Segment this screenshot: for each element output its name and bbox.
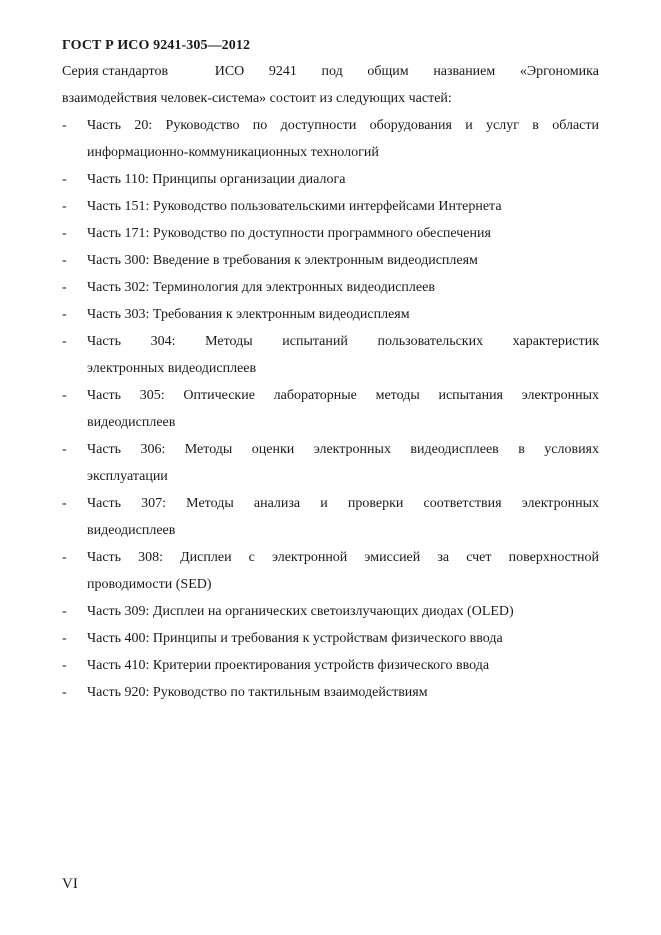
list-item-line-1: Часть 20: Руководство по доступности оборудования и услуг в области	[87, 118, 599, 133]
list-bullet-dash: -	[62, 334, 67, 349]
list-item-line-2: видеодисплеев	[87, 523, 176, 538]
intro-word: названием	[433, 64, 496, 79]
list-bullet-dash: -	[62, 118, 67, 133]
list-item-line-1: Часть 151: Руководство пользовательскими интерфейсами Интернета	[87, 199, 502, 214]
list-item-line-1: Часть 307: Методы анализа и проверки соответствия электронных	[87, 496, 599, 511]
list-item-line-1: Часть 410: Критерии проектирования устройств физического ввода	[87, 658, 490, 673]
list-item-line-1: Часть 920: Руководство по тактильным взаимодействиям	[87, 685, 428, 700]
list-bullet-dash: -	[62, 496, 67, 511]
list-item	[62, 247, 599, 274]
page-number: VI	[62, 876, 78, 892]
list-item-line-1: Часть 302: Терминология для электронных видеодисплеев	[87, 280, 435, 295]
list-item-line-1: Часть 308: Дисплеи с электронной эмиссией за счет поверхностной	[87, 550, 599, 565]
list-bullet-dash: -	[62, 604, 67, 619]
list-item	[62, 436, 599, 490]
list-item-line-1: Часть 305: Оптические лабораторные методы испытания электронных	[87, 388, 599, 403]
intro-word: общим	[367, 64, 409, 79]
list-bullet-dash: -	[62, 307, 67, 322]
list-item	[62, 274, 599, 301]
intro-paragraph	[62, 58, 599, 112]
list-item	[62, 112, 599, 166]
list-item-line-1: Часть 400: Принципы и требования к устройствам физического ввода	[87, 631, 503, 646]
list-bullet-dash: -	[62, 172, 67, 187]
intro-word: под	[321, 64, 343, 79]
list-item	[62, 328, 599, 382]
list-item	[62, 166, 599, 193]
list-item-line-1: Часть 171: Руководство по доступности программного обеспечения	[87, 226, 491, 241]
document-header-title: ГОСТ Р ИСО 9241-305—2012	[62, 38, 251, 53]
list-item-line-1: Часть 304: Методы испытаний пользовательских характеристик	[87, 334, 599, 349]
list-bullet-dash: -	[62, 685, 67, 700]
intro-word: ИСО	[214, 64, 245, 79]
list-bullet-dash: -	[62, 550, 67, 565]
list-item	[62, 220, 599, 247]
list-item-line-2: проводимости (SED)	[87, 577, 212, 592]
list-item-line-1: Часть 306: Методы оценки электронных видеодисплеев в условиях	[87, 442, 599, 457]
list-item-line-2: эксплуатации	[87, 469, 168, 484]
intro-line-2: взаимодействия человек-система» состоит из следующих частей:	[62, 91, 452, 106]
list-bullet-dash: -	[62, 631, 67, 646]
list-bullet-dash: -	[62, 253, 67, 268]
list-item-line-2: информационно-коммуникационных технологий	[87, 145, 379, 160]
list-item	[62, 652, 599, 679]
list-item	[62, 382, 599, 436]
intro-word: 9241	[268, 64, 297, 79]
list-item-line-1: Часть 300: Введение в требования к электронным видеодисплеям	[87, 253, 478, 268]
list-bullet-dash: -	[62, 442, 67, 457]
list-bullet-dash: -	[62, 388, 67, 403]
intro-word: Серия стандартов	[62, 64, 169, 79]
intro-line-1	[62, 58, 599, 85]
intro-word: «Эргономика	[519, 64, 599, 79]
list-item-line-2: видеодисплеев	[87, 415, 176, 430]
list-item-line-1: Часть 303: Требования к электронным видеодисплеям	[87, 307, 410, 322]
list-item-line-1: Часть 110: Принципы организации диалога	[87, 172, 346, 187]
list-bullet-dash: -	[62, 199, 67, 214]
list-item	[62, 301, 599, 328]
list-item	[62, 598, 599, 625]
list-item-line-2: электронных видеодисплеев	[87, 361, 257, 376]
list-item	[62, 193, 599, 220]
list-bullet-dash: -	[62, 226, 67, 241]
list-item	[62, 544, 599, 598]
parts-list	[62, 112, 599, 706]
list-item	[62, 490, 599, 544]
list-bullet-dash: -	[62, 280, 67, 295]
list-bullet-dash: -	[62, 658, 67, 673]
list-item	[62, 625, 599, 652]
list-item	[62, 679, 599, 706]
list-item-line-1: Часть 309: Дисплеи на органических светоизлучающих диодах (OLED)	[87, 604, 514, 619]
